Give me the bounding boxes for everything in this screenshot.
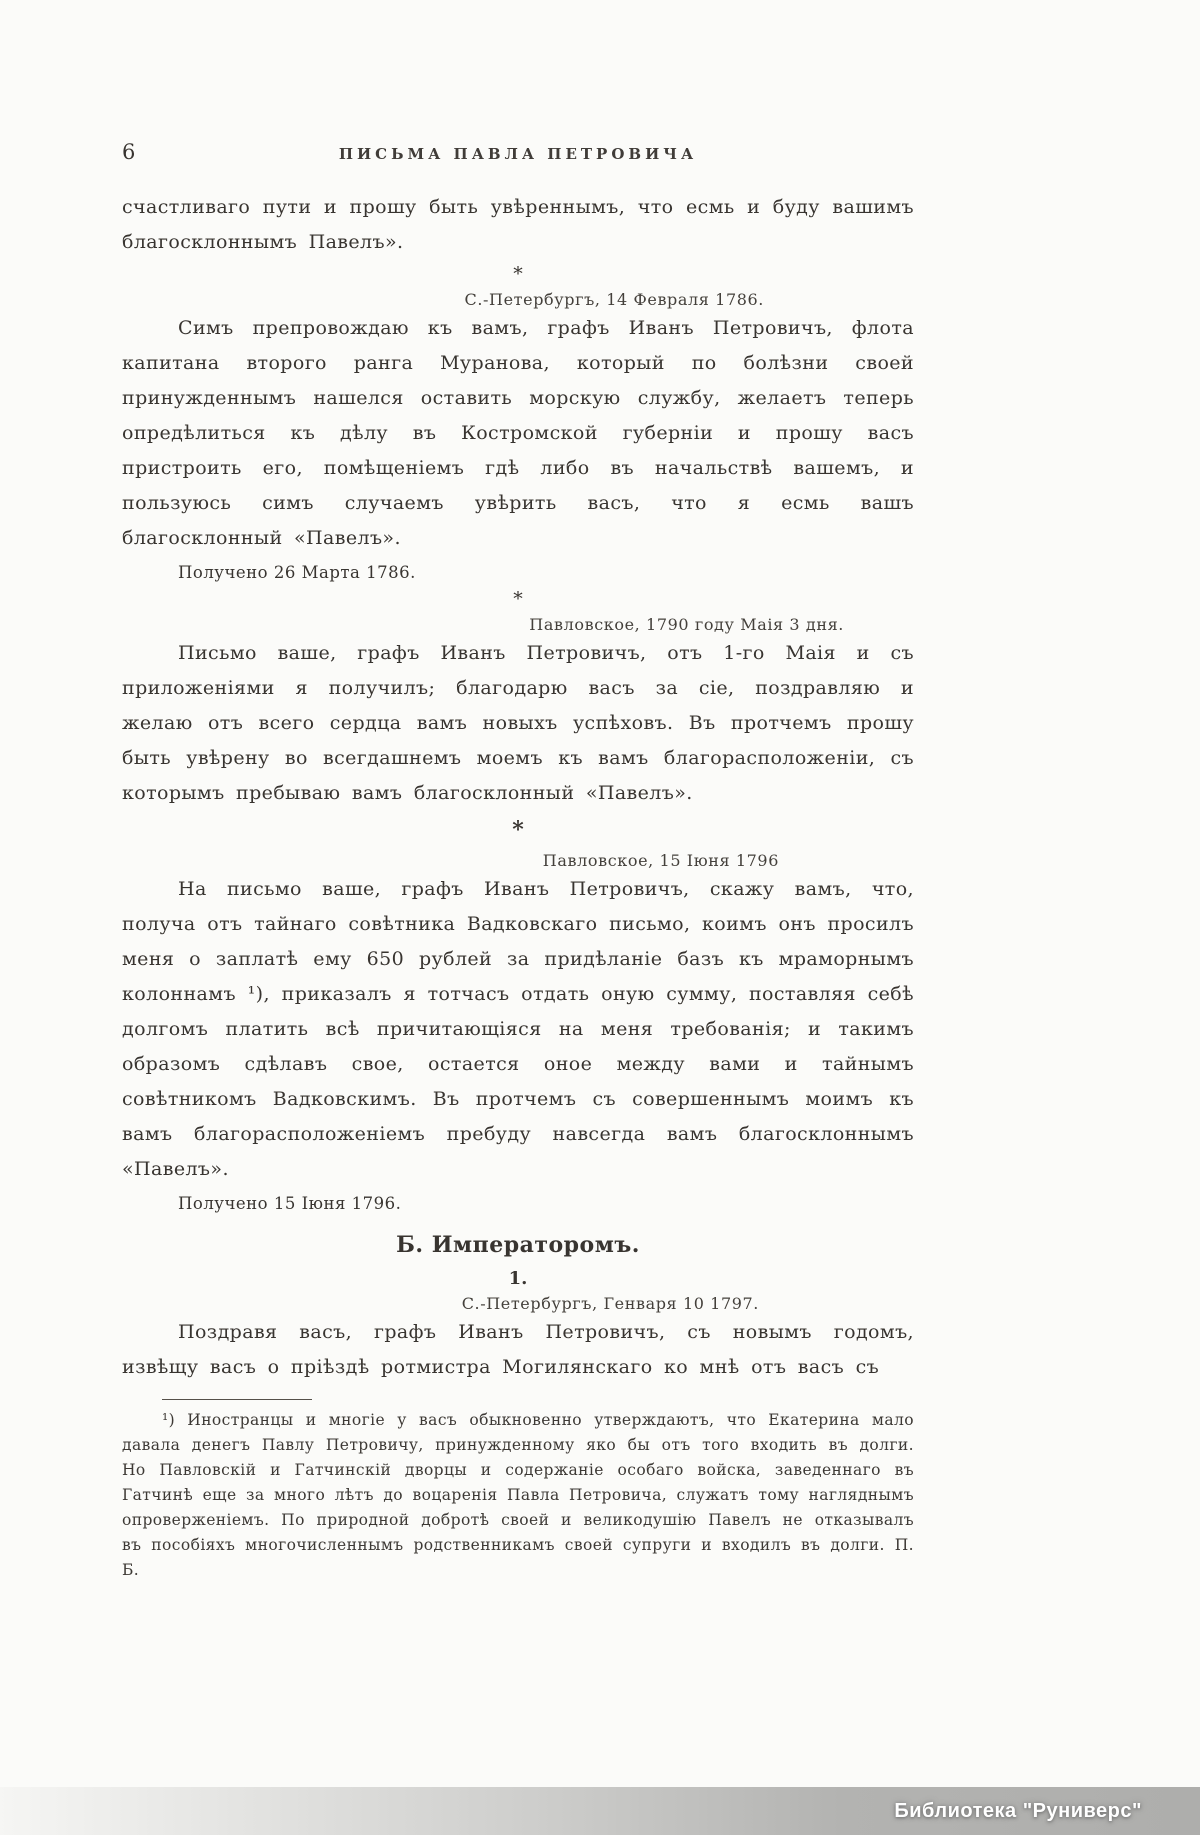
footnote-block bbox=[122, 1399, 914, 1583]
letter-dateline: С.-Петербургъ, Генваря 10 1797. bbox=[461, 1294, 759, 1313]
letter-dateline: Павловское, 1790 году Маія 3 дня. bbox=[529, 615, 844, 634]
separator-asterisk: * bbox=[513, 263, 523, 285]
running-head-title: ПИСЬМА ПАВЛА ПЕТРОВИЧА bbox=[338, 145, 698, 163]
letter-body: Симъ препровождаю къ вамъ, графъ Иванъ Петровичъ, флота капитана второго ранга Муранова, который по болѣзни своей принужденнымъ нашелся оставить морскую службу, желаетъ теперь опредѣлиться къ дѣлу въ Костромской губерніи и прошу васъ пристроить его, помѣщеніемъ гдѣ либо въ начальствѣ вашемъ, и пользуюсь симъ случаемъ увѣрить васъ, что я есмь вашъ благосклонный «Павелъ». bbox=[122, 317, 914, 549]
separator-asterisk: * bbox=[513, 588, 523, 610]
page-number: 6 bbox=[122, 140, 136, 164]
letter-dateline: Павловское, 15 Іюня 1796 bbox=[542, 851, 779, 870]
page-content bbox=[122, 140, 914, 1583]
footnote-rule bbox=[162, 1399, 312, 1400]
footnote-text: ¹) Иностранцы и многіе у васъ обыкновенно утверждаютъ, что Екатерина мало давала денегъ Павлу Петровичу, принужденному яко бы отъ того входить въ долги. Но Павловскій и Гатчинскій дворцы и содержаніе особаго войска, заведеннаго въ Гатчинѣ еще за много лѣтъ до воцаренія Павла Петровича, служатъ тому нагляднымъ опроверженіемъ. По природной добротѣ своей и великодушію Павелъ не отказывалъ въ пособіяхъ многочисленнымъ родственникамъ своей супруги и входилъ въ долги. П. Б. bbox=[122, 1411, 914, 1579]
running-header bbox=[122, 140, 914, 164]
library-watermark: Библиотека "Руниверс" bbox=[894, 1799, 1142, 1822]
letter-dateline: С.-Петербургъ, 14 Февраля 1786. bbox=[464, 290, 764, 309]
paragraph-continuation: счастливаго пути и прошу быть увѣреннымъ, что есмь и буду вашимъ благосклоннымъ Павелъ». bbox=[122, 196, 914, 253]
letter-body: Поздравя васъ, графъ Иванъ Петровичъ, съ новымъ годомъ, извѣщу васъ о пріѣздѣ ротмистра Могилянскаго ко мнѣ отъ васъ съ bbox=[122, 1321, 914, 1378]
received-note: Получено 15 Іюня 1796. bbox=[178, 1194, 402, 1213]
separator-asterisk: * bbox=[512, 817, 524, 843]
scan-footer-band bbox=[0, 1787, 1200, 1835]
section-heading: Б. Императоромъ. bbox=[396, 1232, 640, 1258]
letter-number: 1. bbox=[508, 1268, 528, 1289]
letter-body: На письмо ваше, графъ Иванъ Петровичъ, скажу вамъ, что, получа отъ тайнаго совѣтника Вадковскаго письмо, коимъ онъ просилъ меня о заплатѣ ему 650 рублей за придѣланіе базъ къ мраморнымъ колоннамъ ¹), приказалъ я тотчасъ отдать оную сумму, поставляя себѣ долгомъ платить всѣ причитающіяся на меня требованія; и такимъ образомъ сдѣлавъ свое, остается оное между вами и тайнымъ совѣтникомъ Вадковскимъ. Въ протчемъ съ совершеннымъ моимъ къ вамъ благорасположеніемъ пребуду навсегда вамъ благосклоннымъ «Павелъ». bbox=[122, 878, 914, 1180]
received-note: Получено 26 Марта 1786. bbox=[178, 563, 416, 582]
letter-body: Письмо ваше, графъ Иванъ Петровичъ, отъ 1-го Маія и съ приложеніями я получилъ; благодарю васъ за сіе, поздравляю и желаю отъ всего сердца вамъ новыхъ успѣховъ. Въ протчемъ прошу быть увѣрену во всегдашнемъ моемъ къ вамъ благорасположеніи, съ которымъ пребываю вамъ благосклонный «Павелъ». bbox=[122, 642, 914, 804]
